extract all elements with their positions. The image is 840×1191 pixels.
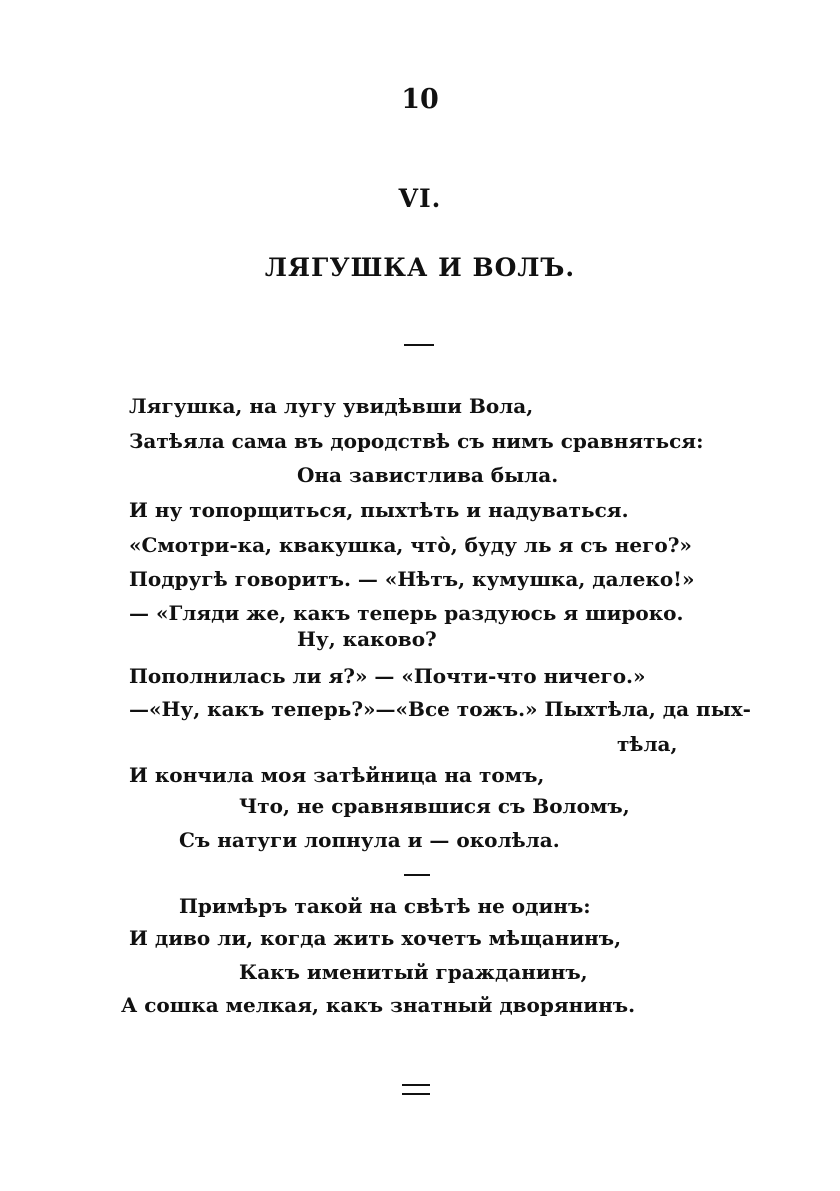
verse-line: Лягушка, на лугу увидѣвши Вола, xyxy=(129,394,534,418)
verse-line: «Смотри-ка, квакушка, что̀, буду ль я съ него?» xyxy=(129,533,692,557)
title-divider xyxy=(404,344,434,346)
verse-line: тѣла, xyxy=(617,732,678,756)
verse-line: Подругѣ говоритъ. — «Нѣтъ, кумушка, далеко!» xyxy=(129,567,695,591)
moral-line: Примѣръ такой на свѣтѣ не одинъ: xyxy=(179,894,591,918)
moral-line: Какъ именитый гражданинъ, xyxy=(239,960,588,984)
verse-line: Затѣяла сама въ дородствѣ съ нимъ сравняться: xyxy=(129,429,704,453)
verse-line: — «Гляди же, какъ теперь раздуюсь я широко. xyxy=(129,601,684,625)
verse-line: И кончила моя затѣйница на томъ, xyxy=(129,763,545,787)
verse-line: —«Ну, какъ теперь?»—«Все тожъ.» Пыхтѣла, да пых- xyxy=(129,697,751,721)
moral-divider xyxy=(404,874,430,876)
moral-line: И диво ли, когда жить хочетъ мѣщанинъ, xyxy=(129,926,622,950)
verse-line: И ну топорщиться, пыхтѣть и надуваться. xyxy=(129,498,629,522)
verse-line: Пополнилась ли я?» — «Почти-что ничего.» xyxy=(129,664,646,688)
page-number: 10 xyxy=(401,84,439,115)
verse-line: Съ натуги лопнула и — околѣла. xyxy=(179,828,560,852)
end-ornament-line xyxy=(402,1084,430,1086)
end-ornament-line xyxy=(402,1093,430,1095)
verse-line: Она завистлива была. xyxy=(297,463,559,487)
verse-line: Ну, каково? xyxy=(297,627,437,651)
moral-line: А сошка мелкая, какъ знатный дворянинъ. xyxy=(121,993,636,1017)
fable-number: VI. xyxy=(398,184,442,213)
fable-title: ЛЯГУШКА И ВОЛЪ. xyxy=(264,253,576,282)
verse-line: Что, не сравнявшися съ Воломъ, xyxy=(239,794,630,818)
